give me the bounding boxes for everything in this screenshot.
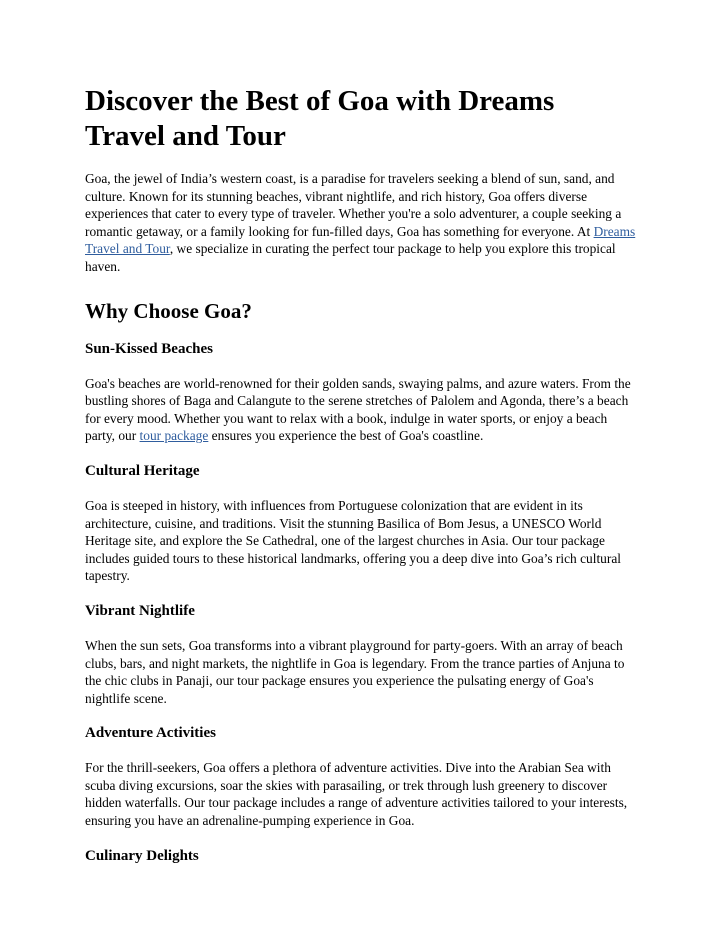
- paragraph-cultural-heritage: Goa is steeped in history, with influences from Portuguese colonization that are evident in its architecture, cuisine, and traditions. Visit the stunning Basilica of Bom Jesus, a UNESCO World Heritage site, and explore the Se Cathedral, one of the largest churches in Asia. Our tour package includes guided tours to these historical landmarks, offering you a deep dive into Goa’s rich cultural tapestry.: [85, 497, 621, 584]
- section-heading-why-goa: Why Choose Goa?: [85, 298, 252, 323]
- subheading-cultural-heritage: Cultural Heritage: [85, 462, 200, 479]
- beaches-text-start: Goa's beaches are world-renowned for their golden sands, swaying palms, and azure waters. From the bustling shores of Baga and Calangute to the serene stretches of Palolem and Agonda, there’s a beach for every mood. Whether you want to relax with a book, indulge in water sports, or enjoy a beach party, our: [85, 375, 631, 444]
- paragraph-adventure: For the thrill-seekers, Goa offers a plethora of adventure activities. Dive into the Arabian Sea with scuba diving excursions, soar the skies with parasailing, or trek through lush greenery to discover hidden waterfalls. Our tour package includes a range of adventure activities tailored to your interests, ensuring you have an adrenaline-pumping experience in Goa.: [85, 760, 628, 829]
- beaches-text-end: ensures you experience the best of Goa's coastline.: [208, 428, 484, 444]
- paragraph-nightlife: When the sun sets, Goa transforms into a vibrant playground for party-goers. With an array of beach clubs, bars, and night markets, the nightlife in Goa is legendary. From the trance parties of Anjuna to the chic clubs in Panaji, our tour package ensures you experience the pulsating energy of Goa's nightlife scene.: [85, 637, 625, 706]
- subheading-beaches: Sun-Kissed Beaches: [85, 340, 213, 357]
- page-title: Discover the Best of Goa with Dreams Travel and Tour: [85, 85, 555, 152]
- subheading-adventure: Adventure Activities: [85, 725, 216, 742]
- intro-paragraph: [85, 170, 636, 276]
- dreams-travel-link[interactable]: Dreams Travel and Tour: [85, 223, 636, 257]
- intro-text-end: , we specialize in curating the perfect tour package to help you explore this tropical haven.: [85, 241, 616, 274]
- subheading-culinary: Culinary Delights: [85, 847, 199, 864]
- paragraph-beaches: [85, 375, 636, 445]
- intro-text-start: Goa, the jewel of India’s western coast, is a paradise for travelers seeking a blend of sun, sand, and culture. Known for its stunning beaches, vibrant nightlife, and rich history, Goa offers diverse experiences that cater to every type of traveler. Whether you're a solo adventurer, a couple seeking a romantic getaway, or a family looking for fun-filled days, Goa has something for everyone. At: [85, 171, 622, 239]
- subheading-nightlife: Vibrant Nightlife: [85, 602, 195, 619]
- tour-package-link[interactable]: tour package: [139, 428, 209, 444]
